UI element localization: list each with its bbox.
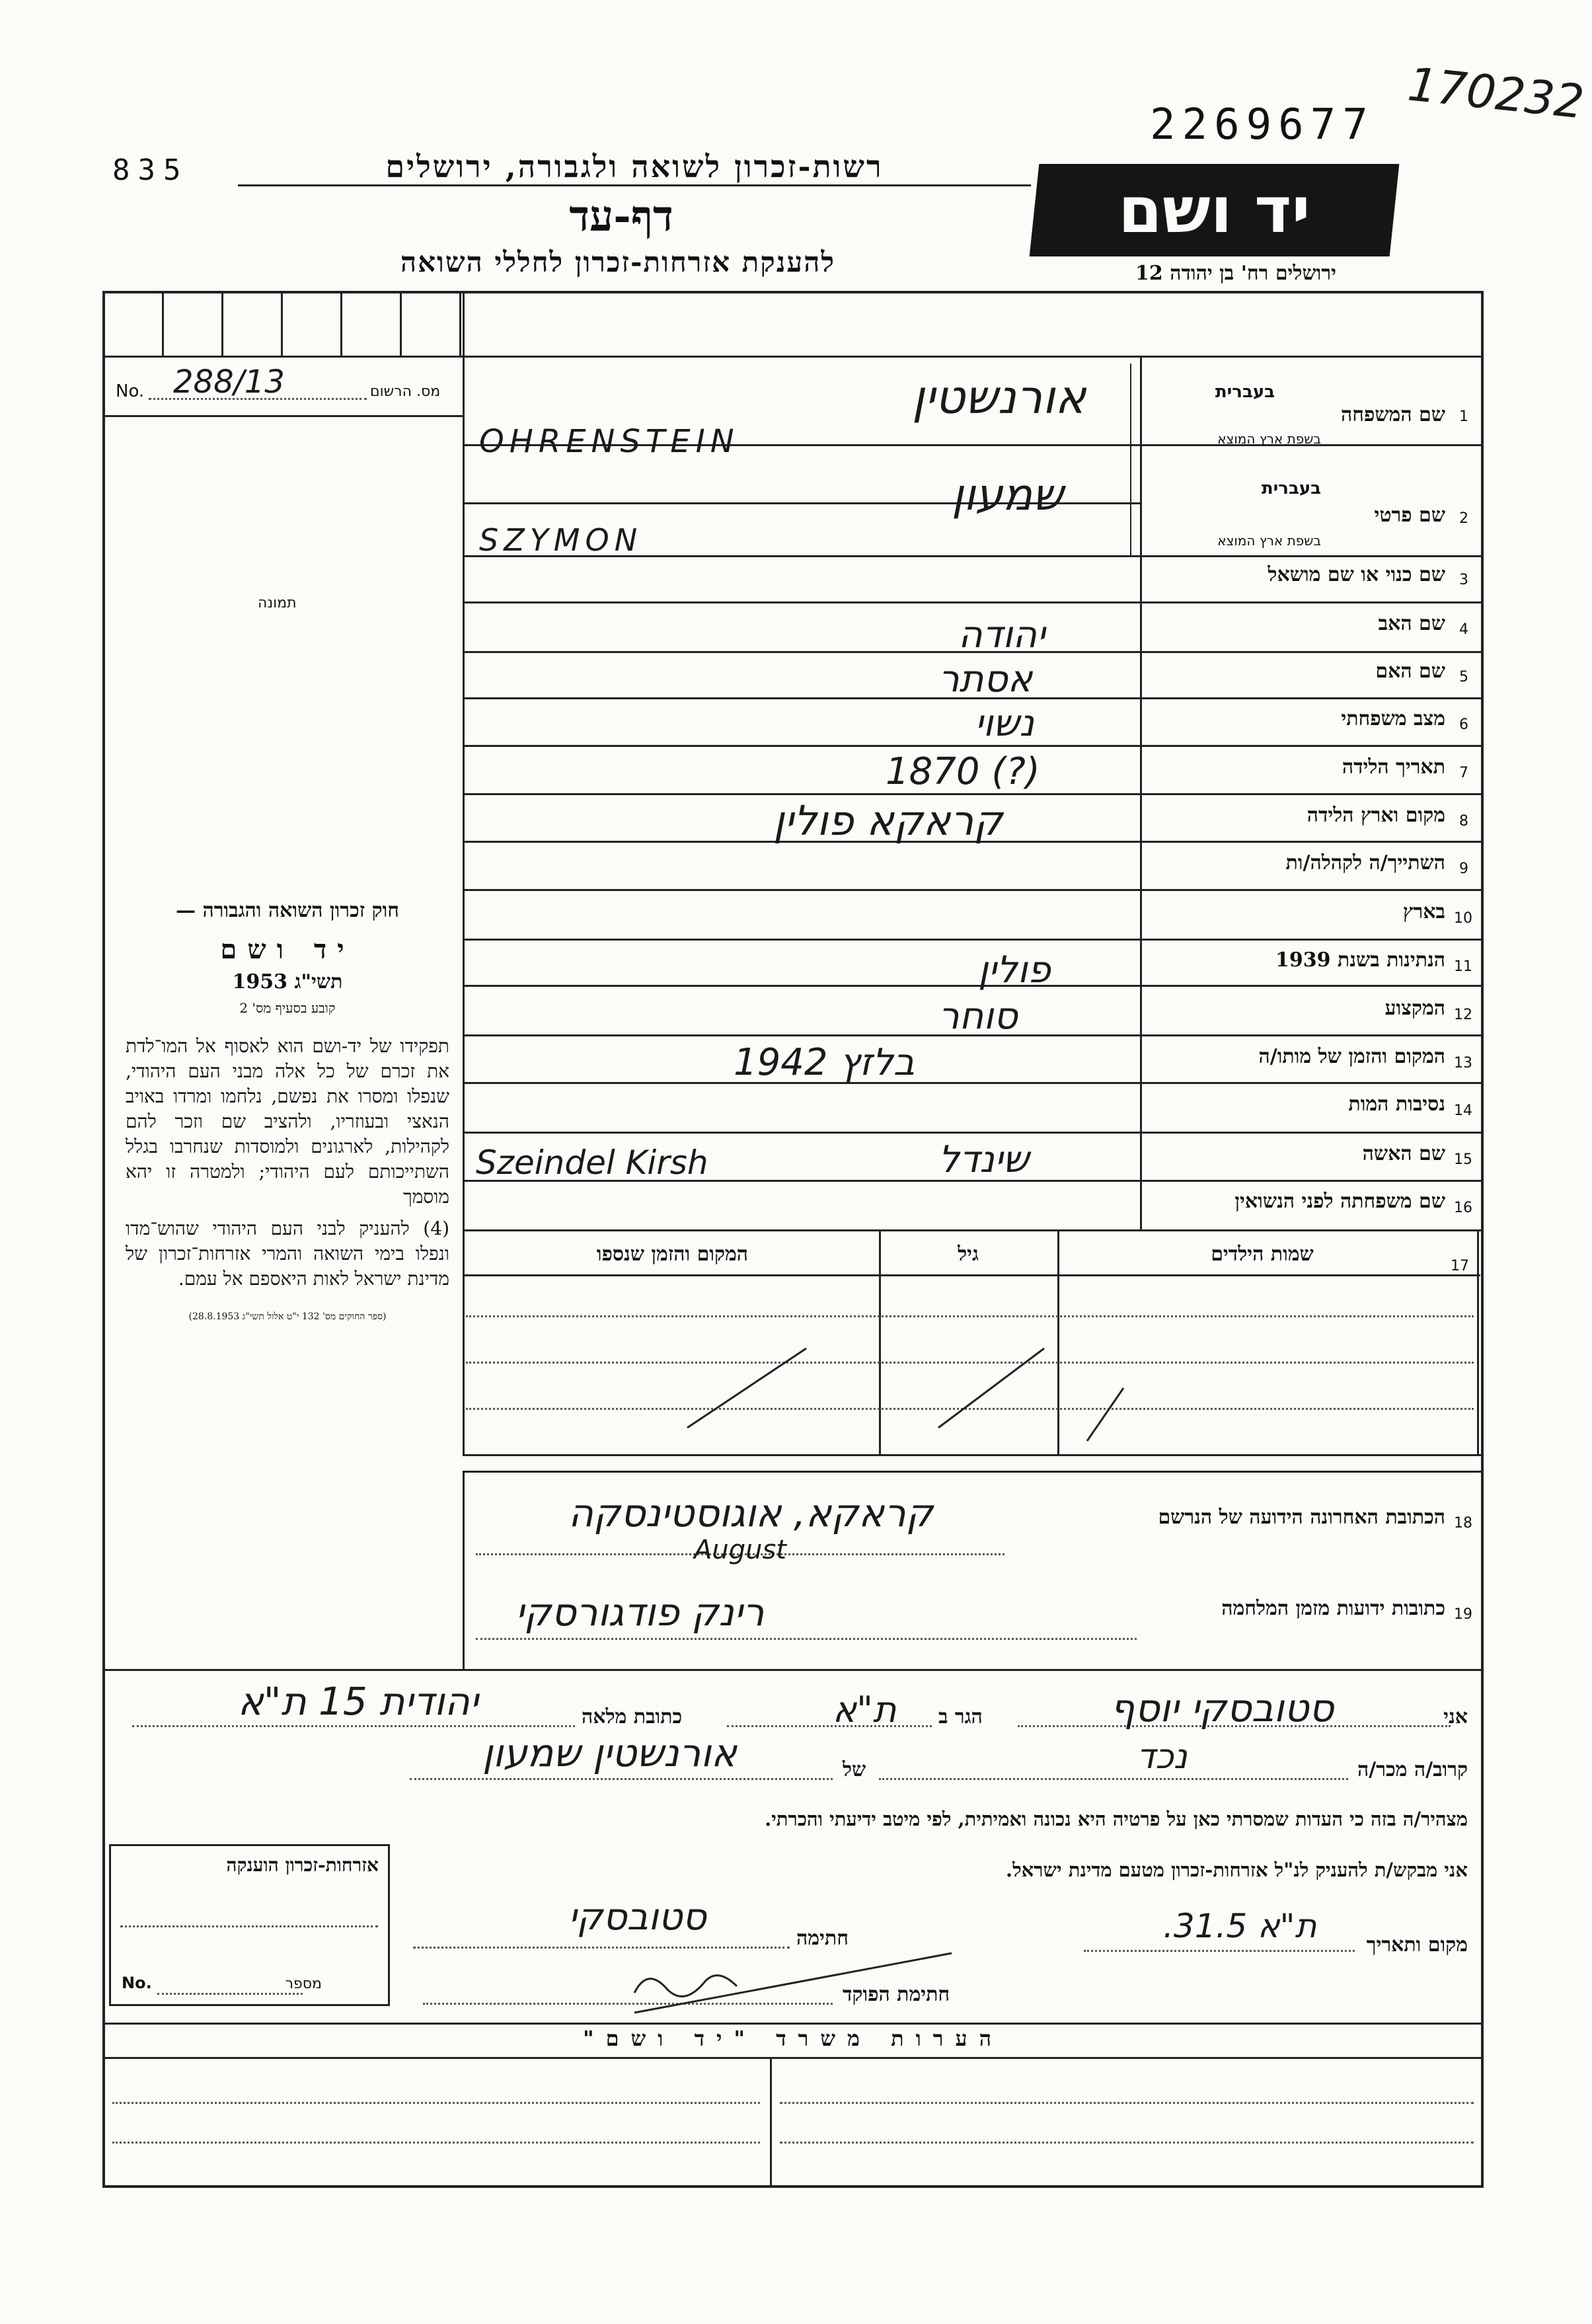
left-column-divider: [463, 291, 465, 1229]
address-left-border: [463, 1471, 465, 1669]
registration-label: מס. הרשום: [370, 383, 441, 400]
law-text-block: [126, 899, 449, 1323]
page-subtitle: להענקת אזרחות-זכרון לחללי השואה: [400, 246, 836, 278]
field-9-number: 9: [1459, 861, 1468, 877]
field-5-value: אסתר: [938, 658, 1033, 701]
row-line: [463, 889, 1484, 891]
citizenship-box: [109, 1844, 390, 2006]
reference-number: 2269677: [1150, 100, 1375, 149]
declaration-request: אני מבקש/ת להעניק לנ"ל אזרחות-זכרון מטעם מדינת ישראל.: [1005, 1859, 1468, 1881]
citizenship-dotted-line: [120, 1925, 378, 1927]
office-notes-title: הערות משרד "יד ושם": [582, 2026, 1004, 2051]
field-13-number: 13: [1454, 1055, 1472, 1071]
field-16-number: 16: [1454, 1200, 1472, 1216]
row-line: [463, 1229, 1484, 1231]
field-6-value: נשוי: [975, 702, 1034, 745]
registration-value: 288/13: [173, 364, 285, 401]
resides-value: ת"א: [833, 1689, 897, 1730]
field-1-number: 1: [1459, 408, 1468, 425]
top-boxes-bottom-line: [104, 356, 1482, 358]
address-bottom-line: [102, 1669, 1484, 1671]
children-col-names: שמות הילדים: [1211, 1243, 1314, 1266]
field-12-value: סוחר: [938, 995, 1018, 1038]
row-line: [463, 985, 1484, 987]
field-2-value-hebrew: שמעון: [952, 469, 1063, 520]
field-17-number: 17: [1451, 1258, 1469, 1274]
field-16-label: שם משפחתה לפני הנשואין: [1234, 1190, 1445, 1213]
field-2-label: שם פרטי: [1374, 504, 1445, 527]
header-address: ירושלים רח' בן יהודה 12: [1135, 262, 1336, 285]
row-line: [463, 939, 1484, 941]
header-stamp-number: 835: [112, 153, 189, 187]
relative-value: נכד: [1137, 1737, 1188, 1777]
field-7-number: 7: [1459, 765, 1468, 781]
field-4-value: יהודה: [958, 613, 1045, 656]
field-15-label: שם האשה: [1362, 1142, 1445, 1165]
citizenship-no-label: No.: [122, 1974, 152, 1992]
citizenship-box-title: אזרחות-זכרון הוענקה: [226, 1854, 379, 1876]
field-4-label: שם האב: [1378, 612, 1445, 635]
field-8-value: קראקא פולין: [773, 796, 1003, 845]
signature-label: חתימה: [796, 1927, 849, 1950]
field-18-value: קראקא, אוגוסטינסקה: [568, 1491, 933, 1535]
strike-age: [938, 1348, 1044, 1428]
field-15-value: שינדל: [938, 1138, 1030, 1181]
law-text-1: תפקידו של יד-ושם הוא לאסוף אל המו־לדת את זכרם של כל אלה מבני העם היהודי, שנפלו ומסרו את נפשם, נלחמו ומרדו באויב הנאצי ובעוזריו, ולהציב שם וזכר להם לקהילות, לארגונים ולמוסדות שנחרבו בגלל השתייכותם לעם היהודי; ולמטרה זו יהא מוסמך: [126, 1035, 449, 1208]
children-col-place: המקום והזמן שנספו: [596, 1243, 749, 1266]
address-top-line: [463, 1471, 1484, 1473]
declaration-statement: מצהיר/ה בזה כי העדות שמסרתי כאן על פרטיה היא נכונה ואמיתית, לפי מיטב ידיעתי והכרתי.: [765, 1808, 1468, 1830]
field-14-label: נסיבות המות: [1348, 1093, 1445, 1116]
place-date-label: מקום ותאריך: [1366, 1933, 1468, 1956]
of-value: אורנשטין שמעון: [482, 1730, 737, 1775]
top-boxes: [104, 293, 461, 356]
strike-place: [687, 1348, 806, 1428]
field-18-value-latin: August: [694, 1535, 786, 1565]
row-line: [463, 601, 1484, 603]
signature-value: סטובסקי: [568, 1896, 706, 1939]
field-1-value-hebrew: אורנשטין: [912, 370, 1086, 424]
field-12-number: 12: [1454, 1007, 1472, 1023]
yad-vashem-logo: [1030, 164, 1400, 256]
field-9-label: השתייך/ה לקהלה/ות: [1285, 851, 1445, 874]
notes-line: [780, 2142, 1474, 2144]
field-1-sub-hebrew: בעברית: [1215, 382, 1275, 402]
office-notes-top-line: [102, 2023, 1484, 2025]
field-14-number: 14: [1454, 1103, 1472, 1119]
row-line: [463, 1082, 1484, 1084]
field-1-label: שם המשפחה: [1340, 403, 1445, 426]
law-source: (ספר החוקים מס' 132 י"ט אלול תשי"ג 28.8.1953): [188, 1311, 387, 1322]
field-2-value-latin: SZYMON: [479, 522, 643, 558]
field-6-label: מצב משפחתי: [1341, 707, 1445, 730]
law-name: יד ושם: [220, 934, 355, 965]
field-3-number: 3: [1459, 572, 1468, 588]
field-5-label: שם האם: [1375, 660, 1445, 683]
field-3-label: שם כנוי או שם מושאל: [1268, 563, 1445, 586]
notes-line: [112, 2102, 760, 2104]
field-13-value: בלזץ 1942: [734, 1041, 915, 1084]
field-5-number: 5: [1459, 669, 1468, 685]
photo-label: תמונה: [258, 595, 297, 611]
field-19-value: רינק פודגורסקי: [515, 1590, 765, 1635]
field-4-number: 4: [1459, 621, 1468, 638]
strike-names: [1087, 1388, 1123, 1441]
field-12-label: המקצוע: [1384, 997, 1445, 1020]
field-6-number: 6: [1459, 717, 1468, 733]
field-10-label: בארץ: [1402, 900, 1445, 923]
place-date-value: ת"א 31.5.: [1163, 1907, 1317, 1945]
of-label: של: [843, 1758, 866, 1781]
field-18-number: 18: [1454, 1515, 1472, 1531]
full-address-label: כתובת מלאה: [582, 1705, 683, 1728]
field-19-label: כתובות ידועות מזמן המלחמה: [1221, 1597, 1445, 1620]
citizenship-number-label: מספר: [285, 1976, 322, 1992]
children-strike-marks: [463, 1276, 1480, 1454]
field-1-value-latin: OHRENSTEIN: [479, 423, 739, 460]
citizenship-number-line: [157, 1993, 303, 1995]
law-clause: קובע בסעיף מס' 2: [239, 1000, 336, 1016]
office-notes-divider: [770, 2057, 772, 2186]
field-7-value: 1870 (?): [886, 750, 1040, 793]
notes-line: [780, 2102, 1474, 2104]
field-13-label: המקום והזמן של מותו/ה: [1258, 1045, 1445, 1068]
field-11-label: הנתינות בשנת 1939: [1275, 949, 1445, 972]
law-year: תשי"ג 1953: [232, 970, 343, 993]
field-2-number: 2: [1459, 510, 1468, 527]
field-7-label: תאריך הלידה: [1342, 755, 1445, 779]
full-address-value: יהודית 15 ת"א: [238, 1679, 478, 1724]
field-11-value: פולין: [978, 949, 1051, 991]
field-11-number: 11: [1454, 958, 1472, 975]
sub-divider: [1130, 463, 1131, 555]
office-notes-header-line: [102, 2057, 1484, 2059]
resides-line: [727, 1725, 932, 1727]
registration-no-label: No.: [116, 381, 145, 401]
relative-label: קרוב/ה מכר/ה: [1357, 1758, 1468, 1781]
relative-line: [879, 1778, 1348, 1780]
field-15-number: 15: [1454, 1151, 1472, 1168]
address-19-dotted: [476, 1638, 1137, 1640]
children-bottom-line: [463, 1454, 1484, 1456]
field-2-sub-origin: בשפת ארץ המוצא: [1217, 533, 1321, 549]
logo-text: יד ושם: [1118, 173, 1310, 247]
row-line: [463, 745, 1484, 747]
of-line: [410, 1778, 833, 1780]
officer-label: חתימת הפוקד: [843, 1983, 950, 2006]
field-2-sub-hebrew: בעברית: [1261, 479, 1321, 498]
row-line: [463, 793, 1484, 795]
declarant-name: סטובסקי יוסף: [1110, 1685, 1334, 1730]
field-10-number: 10: [1454, 910, 1472, 927]
handwritten-number: 170232: [1405, 57, 1587, 130]
row-line: [463, 1132, 1484, 1134]
field-19-number: 19: [1454, 1606, 1472, 1623]
field-1-sub-origin: בשפת ארץ המוצא: [1217, 431, 1321, 447]
children-col-age: גיל: [958, 1243, 979, 1266]
field-8-label: מקום וארץ הלידה: [1307, 804, 1445, 827]
notes-line: [112, 2142, 760, 2144]
page-title: דף-עד: [569, 192, 673, 241]
officer-signature-mark: [595, 1947, 965, 2019]
field-15-value-latin: Szeindel Kirsh: [476, 1143, 708, 1182]
place-date-line: [1084, 1950, 1355, 1952]
field-8-number: 8: [1459, 813, 1468, 830]
registration-line: [104, 415, 465, 417]
law-title: חוק זכרון השואה והגבורה —: [176, 899, 399, 922]
declaration-ani: אני: [1443, 1705, 1468, 1728]
resides-label: הגר ב: [938, 1705, 983, 1728]
header-authority: רשות-זכרון לשואה ולגבורה, ירושלים: [238, 149, 1031, 186]
field-18-label: הכתובת האחרונה הידועה של הנרשם: [1158, 1506, 1445, 1529]
law-text-2: (4) להעניק לבני העם היהודי שהוש־מדו ונפלו בימי השואה והמרי אזרחות־זכרון של מדינת ישראל לאות היאספם אל עמם.: [126, 1218, 449, 1290]
full-address-line: [132, 1725, 575, 1727]
